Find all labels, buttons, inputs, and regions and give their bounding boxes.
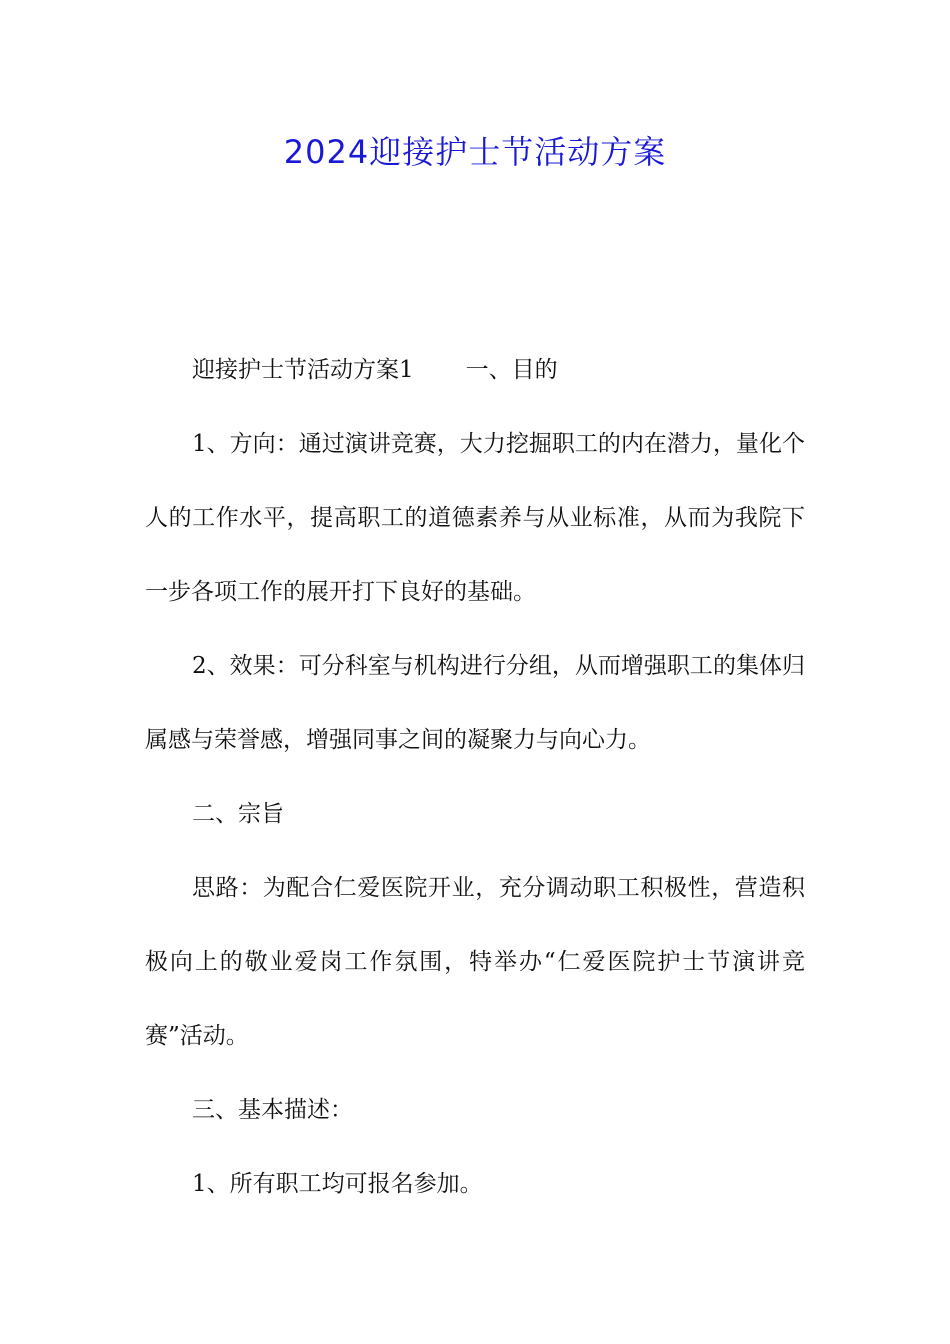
paragraph: 2、效果：可分科室与机构进行分组，从而增强职工的集体归属感与荣誉感，增强同事之间的凝聚力与向心力。 <box>145 653 805 753</box>
section-heading: 一、目的 <box>465 357 558 383</box>
document-body <box>145 333 805 1221</box>
paragraph: 1、所有职工均可报名参加。 <box>192 1171 483 1197</box>
document-title: 2024迎接护士节活动方案 <box>283 133 667 171</box>
section-heading: 二、宗旨 <box>192 801 284 827</box>
section-heading: 三、基本描述： <box>192 1097 353 1123</box>
paragraph: 1、方向：通过演讲竞赛，大力挖掘职工的内在潜力，量化个人的工作水平，提高职工的道德素养与从业标准，从而为我院下一步各项工作的展开打下良好的基础。 <box>145 431 805 605</box>
paragraph: 思路：为配合仁爱医院开业，充分调动职工积极性，营造积极向上的敬业爱岗工作氛围，特举办“仁爱医院护士节演讲竞赛”活动。 <box>145 875 805 1049</box>
plan-subtitle: 迎接护士节活动方案1 <box>192 357 414 383</box>
intro-line <box>145 333 805 407</box>
